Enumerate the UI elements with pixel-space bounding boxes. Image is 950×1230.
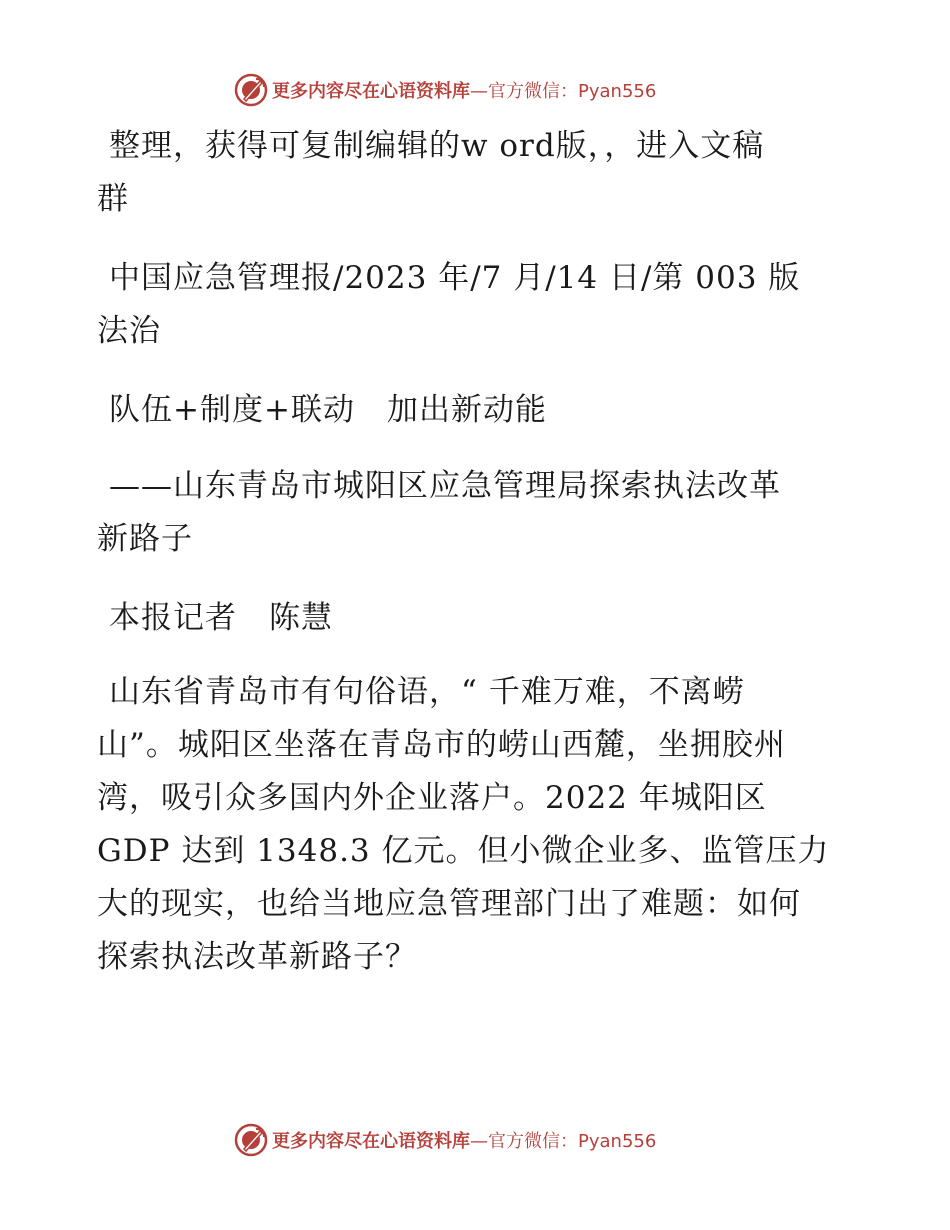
text-line: 湾，吸引众多国内外企业落户。2022 年城阳区 xyxy=(97,780,767,816)
text-line: GDP 达到 1348.3 亿元。但小微企业多、监管压力 xyxy=(97,833,830,869)
text-line: 山”。城阳区坐落在青岛市的崂山西麓，坐拥胶州 xyxy=(97,727,786,763)
pen-logo-icon xyxy=(234,73,268,107)
text-line: 新路子 xyxy=(97,521,193,557)
text-line: 大的现实，也给当地应急管理部门出了难题：如何 xyxy=(97,886,801,922)
text-line: 法治 xyxy=(97,313,161,349)
text-line: 中国应急管理报/2023 年/7 月/14 日/第 003 版 xyxy=(109,260,801,296)
text-line: 山东省青岛市有句俗语，“ 千难万难，不离崂 xyxy=(109,674,745,710)
body-paragraph xyxy=(97,666,857,984)
intro-paragraph xyxy=(97,120,857,226)
pen-logo-icon xyxy=(234,1123,268,1157)
text-line: 探索执法改革新路子？ xyxy=(97,939,417,975)
text-line: ——山东青岛市城阳区应急管理局探索执法改革 xyxy=(109,468,781,504)
text-line: 本报记者 陈慧 xyxy=(109,600,333,636)
article-subtitle xyxy=(97,460,857,566)
footer-banner xyxy=(0,1120,950,1160)
text-line: 队伍+制度+联动 加出新动能 xyxy=(109,392,547,428)
text-line: 整理，获得可复制编辑的w ord版，，进入文稿 xyxy=(109,128,765,164)
article-title xyxy=(97,384,857,437)
byline xyxy=(97,592,857,645)
banner-text: 更多内容尽在心语资料库—官方微信：Pyan556 xyxy=(272,1131,657,1152)
source-line xyxy=(97,252,857,358)
banner-text: 更多内容尽在心语资料库—官方微信：Pyan556 xyxy=(272,81,657,102)
text-line: 群 xyxy=(97,181,129,217)
header-banner xyxy=(0,70,950,110)
